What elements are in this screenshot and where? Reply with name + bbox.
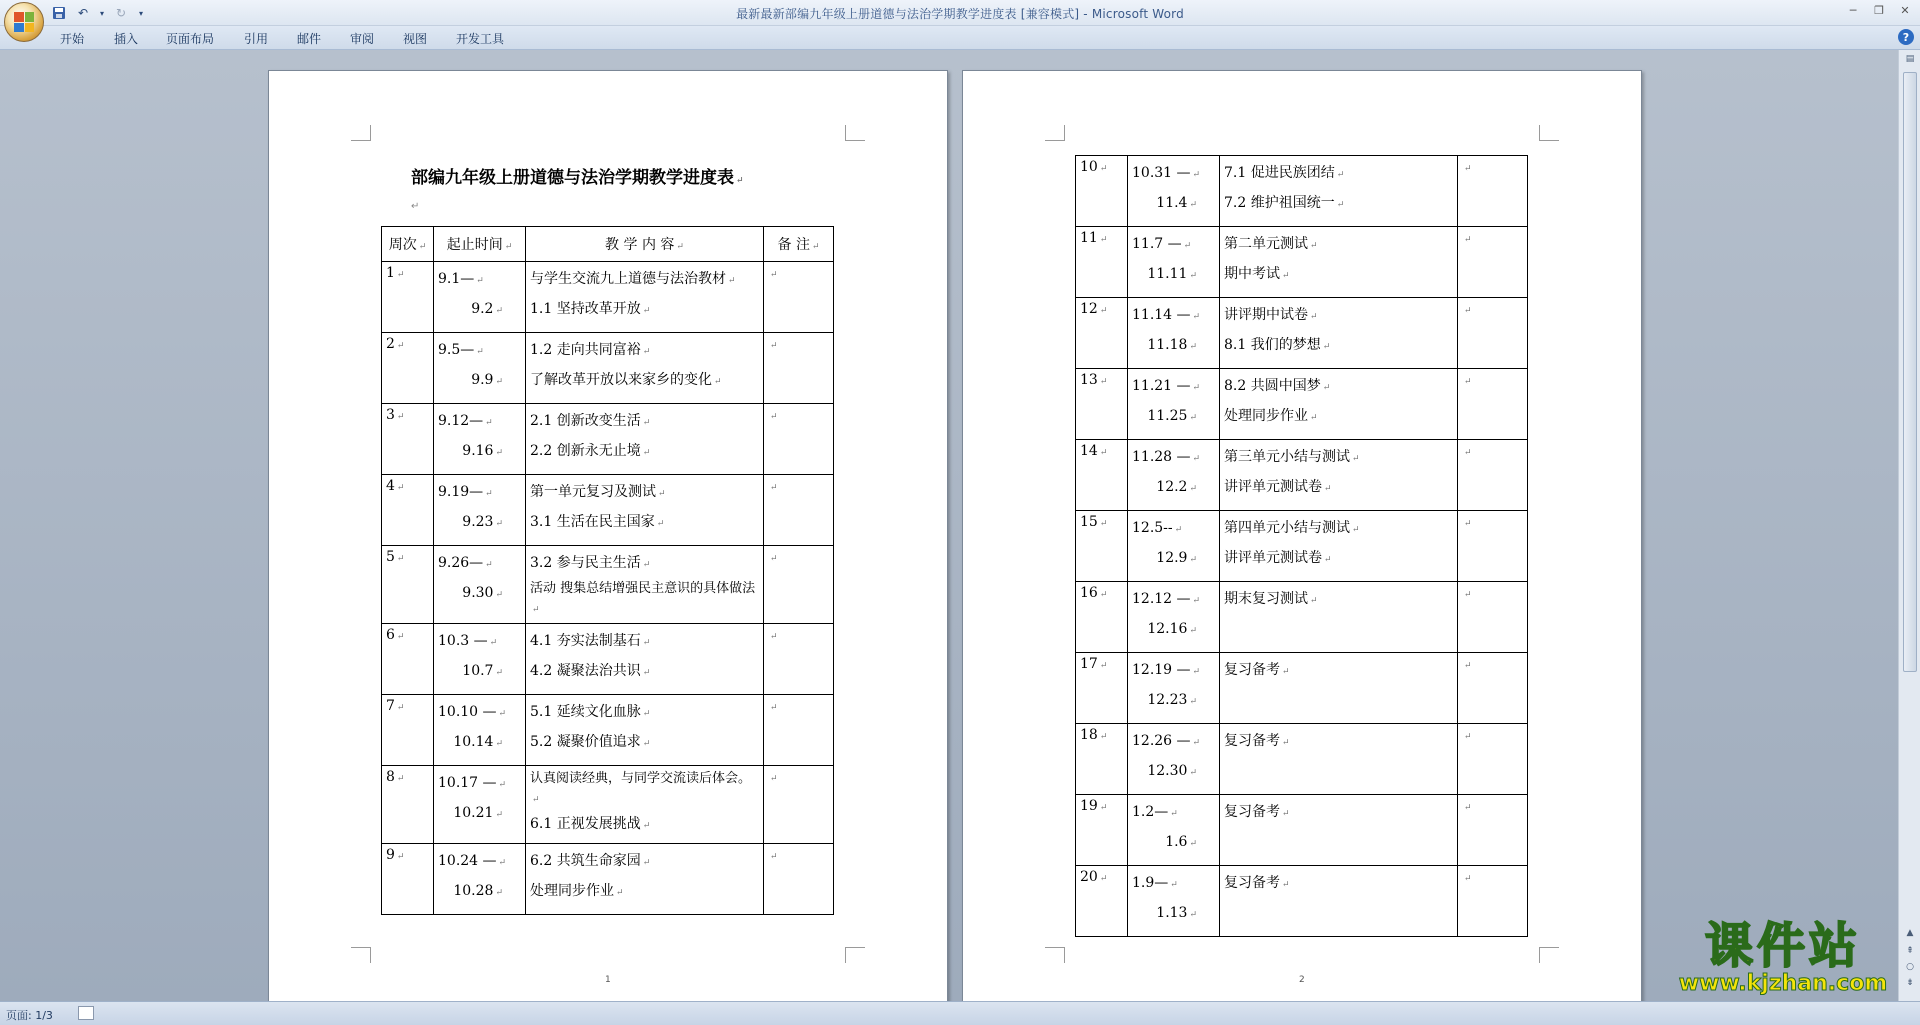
table-row: [382, 404, 834, 475]
start-date: 10.31 —: [1132, 165, 1191, 181]
week-cell: 11 ↵: [1076, 227, 1128, 298]
content-cell: 复习备考 ↵: [1220, 795, 1458, 866]
start-date: 12.12 —: [1132, 591, 1191, 607]
content-cell: 1.2 走向共同富裕 ↵ 了解改革开放以来家乡的变化 ↵: [526, 333, 764, 404]
week-cell: 3 ↵: [382, 404, 434, 475]
content-line: 4.2 凝聚法治共识: [530, 663, 641, 679]
week-cell: 10 ↵: [1076, 156, 1128, 227]
tab-references[interactable]: 引用: [244, 32, 269, 46]
table-row: [1076, 440, 1528, 511]
help-icon[interactable]: ?: [1898, 29, 1914, 45]
notes-cell: ↵: [1458, 298, 1528, 369]
week-number: 18: [1080, 727, 1098, 743]
title-bar: [0, 0, 1920, 26]
end-date: 10.28: [453, 883, 494, 899]
content-cell: 7.1 促进民族团结 ↵ 7.2 维护祖国统一 ↵: [1220, 156, 1458, 227]
date-cell: 9.26— ↵ 9.30 ↵: [434, 546, 526, 624]
close-icon[interactable]: ✕: [1900, 3, 1910, 17]
content-line: 复习备考: [1224, 662, 1280, 678]
week-number: 8: [386, 769, 395, 785]
content-cell: 2.1 创新改变生活 ↵ 2.2 创新永无止境 ↵: [526, 404, 764, 475]
week-number: 9: [386, 847, 395, 863]
week-number: 12: [1080, 301, 1098, 317]
week-number: 5: [386, 549, 395, 565]
content-line: 3.2 参与民主生活: [530, 555, 641, 571]
office-logo-icon: [14, 12, 34, 32]
content-line: 第四单元小结与测试: [1224, 520, 1350, 536]
table-row: [1076, 795, 1528, 866]
notes-cell: ↵: [1458, 653, 1528, 724]
content-line: 8.1 我们的梦想: [1224, 337, 1321, 353]
week-number: 17: [1080, 656, 1098, 672]
content-line: 6.1 正视发展挑战: [530, 816, 641, 832]
start-date: 12.5--: [1132, 520, 1173, 536]
date-cell: 12.19 — ↵ 12.23 ↵: [1128, 653, 1220, 724]
crop-mark: [845, 125, 865, 141]
crop-mark: [1539, 947, 1559, 963]
paragraph-mark: ↵: [411, 201, 420, 212]
content-cell: 讲评期中试卷 ↵ 8.1 我们的梦想 ↵: [1220, 298, 1458, 369]
document-title: 部编九年级上册道德与法治学期教学进度表 ↵: [411, 168, 744, 188]
content-line: 8.2 共圆中国梦: [1224, 378, 1321, 394]
undo-icon[interactable]: ↶: [77, 6, 89, 20]
content-cell: 4.1 夯实法制基石 ↵ 4.2 凝聚法治共识 ↵: [526, 624, 764, 695]
table-row: [382, 262, 834, 333]
end-date: 11.25: [1147, 408, 1188, 424]
crop-mark: [845, 947, 865, 963]
table-header-row: [382, 227, 834, 262]
week-number: 4: [386, 478, 395, 494]
table-row: [1076, 866, 1528, 937]
table-row: [382, 475, 834, 546]
date-cell: 10.31 — ↵ 11.4 ↵: [1128, 156, 1220, 227]
content-line: 2.2 创新永无止境: [530, 443, 641, 459]
week-number: 11: [1080, 230, 1098, 246]
crop-mark: [1045, 947, 1065, 963]
window-controls: [1842, 2, 1916, 18]
tab-mailings[interactable]: 邮件: [297, 32, 322, 46]
date-cell: 11.7 — ↵ 11.11 ↵: [1128, 227, 1220, 298]
content-line: 1.2 走向共同富裕: [530, 342, 641, 358]
date-cell: 1.9— ↵ 1.13 ↵: [1128, 866, 1220, 937]
notes-cell: ↵: [764, 333, 834, 404]
prev-page-icon[interactable]: ⇞: [1906, 946, 1914, 956]
restore-icon[interactable]: ❐: [1874, 3, 1884, 17]
notes-cell: ↵: [764, 546, 834, 624]
notes-cell: ↵: [764, 766, 834, 844]
crop-mark: [1539, 125, 1559, 141]
page-number: 1: [605, 975, 611, 985]
content-line: 复习备考: [1224, 733, 1280, 749]
week-number: 16: [1080, 585, 1098, 601]
content-cell: 复习备考 ↵: [1220, 866, 1458, 937]
date-cell: 10.17 — ↵ 10.21 ↵: [434, 766, 526, 844]
date-cell: 10.24 — ↵ 10.28 ↵: [434, 844, 526, 915]
table-row: [1076, 511, 1528, 582]
week-number: 1: [386, 265, 395, 281]
content-line: 复习备考: [1224, 804, 1280, 820]
scroll-up-icon[interactable]: ▲: [1906, 928, 1914, 938]
table-row: [1076, 227, 1528, 298]
window-title: 最新最新部编九年级上册道德与法治学期教学进度表 [兼容模式] - Microsoft Word: [736, 7, 1184, 21]
end-date: 11.11: [1147, 266, 1188, 282]
table-row: [1076, 369, 1528, 440]
week-number: 2: [386, 336, 395, 352]
undo-dropdown-icon[interactable]: ▾: [99, 8, 104, 18]
content-cell: 复习备考 ↵: [1220, 653, 1458, 724]
content-cell: 3.2 参与民主生活 ↵ 活动 搜集总结增强民主意识的具体做法↵: [526, 546, 764, 624]
notes-cell: ↵: [1458, 440, 1528, 511]
end-date: 12.30: [1147, 763, 1188, 779]
header-dates: 起止时间 ↵: [434, 227, 526, 262]
week-number: 19: [1080, 798, 1098, 814]
content-line: 1.1 坚持改革开放: [530, 301, 641, 317]
vertical-scrollbar[interactable]: [1898, 50, 1920, 1001]
end-date: 9.9: [471, 372, 494, 388]
scrollbar-thumb[interactable]: [1903, 72, 1917, 672]
week-number: 3: [386, 407, 395, 423]
week-cell: 18 ↵: [1076, 724, 1128, 795]
start-date: 11.28 —: [1132, 449, 1191, 465]
content-cell: 6.2 共筑生命家园 ↵ 处理同步作业 ↵: [526, 844, 764, 915]
content-line: 7.1 促进民族团结: [1224, 165, 1335, 181]
schedule-table-page-1: [381, 226, 834, 915]
content-line: 第二单元测试: [1224, 236, 1308, 252]
start-date: 10.17 —: [438, 775, 497, 791]
content-cell: 第一单元复习及测试 ↵ 3.1 生活在民主国家 ↵: [526, 475, 764, 546]
notes-cell: ↵: [1458, 369, 1528, 440]
page-number: 2: [1299, 975, 1305, 985]
header-notes: 备 注 ↵: [764, 227, 834, 262]
end-date: 10.14: [453, 734, 494, 750]
date-cell: 9.1— ↵ 9.2 ↵: [434, 262, 526, 333]
week-number: 14: [1080, 443, 1098, 459]
start-date: 11.7 —: [1132, 236, 1182, 252]
tab-insert[interactable]: 插入: [114, 32, 139, 46]
next-page-icon[interactable]: ⇟: [1906, 978, 1914, 988]
content-line: 第一单元复习及测试: [530, 484, 656, 500]
week-cell: 2 ↵: [382, 333, 434, 404]
end-date: 12.2: [1156, 479, 1188, 495]
redo-icon[interactable]: ↻: [115, 6, 127, 20]
content-line: 复习备考: [1224, 875, 1280, 891]
ruler-toggle-icon[interactable]: ▤: [1905, 54, 1915, 64]
content-line: 期中考试: [1224, 266, 1280, 282]
content-cell: 8.2 共圆中国梦 ↵ 处理同步作业 ↵: [1220, 369, 1458, 440]
date-cell: 10.3 — ↵ 10.7 ↵: [434, 624, 526, 695]
date-cell: 12.12 — ↵ 12.16 ↵: [1128, 582, 1220, 653]
week-cell: 8 ↵: [382, 766, 434, 844]
tab-page-layout[interactable]: 页面布局: [166, 32, 215, 46]
notes-cell: ↵: [1458, 511, 1528, 582]
content-cell: 第四单元小结与测试 ↵ 讲评单元测试卷 ↵: [1220, 511, 1458, 582]
end-date: 11.4: [1156, 195, 1188, 211]
week-number: 13: [1080, 372, 1098, 388]
content-line: 处理同步作业: [1224, 408, 1308, 424]
content-line: 活动 搜集总结增强民主意识的具体做法: [530, 581, 756, 596]
content-line: 第三单元小结与测试: [1224, 449, 1350, 465]
table-row: [382, 333, 834, 404]
end-date: 9.23: [462, 514, 494, 530]
content-line: 3.1 生活在民主国家: [530, 514, 655, 530]
table-row: [1076, 653, 1528, 724]
watermark-logo: [1668, 920, 1898, 1000]
end-date: 9.30: [462, 585, 494, 601]
content-line: 2.1 创新改变生活: [530, 413, 641, 429]
content-cell: 与学生交流九上道德与法治教材 ↵ 1.1 坚持改革开放 ↵: [526, 262, 764, 333]
content-cell: 第二单元测试 ↵ 期中考试 ↵: [1220, 227, 1458, 298]
date-cell: 9.19— ↵ 9.23 ↵: [434, 475, 526, 546]
content-line: 5.2 凝聚价值追求: [530, 734, 641, 750]
start-date: 9.26—: [438, 555, 484, 571]
start-date: 9.19—: [438, 484, 484, 500]
crop-mark: [351, 125, 371, 141]
notes-cell: ↵: [1458, 156, 1528, 227]
start-date: 1.9—: [1132, 875, 1169, 891]
table-row: [1076, 582, 1528, 653]
content-line: 认真阅读经典，与同学交流读后体会。: [530, 771, 752, 786]
content-line: 4.1 夯实法制基石: [530, 633, 641, 649]
end-date: 1.13: [1156, 905, 1188, 921]
notes-cell: ↵: [1458, 582, 1528, 653]
header-week: 周次 ↵: [382, 227, 434, 262]
week-cell: 7 ↵: [382, 695, 434, 766]
week-cell: 13 ↵: [1076, 369, 1128, 440]
status-bar: [0, 1001, 1920, 1025]
tab-developer[interactable]: 开发工具: [456, 32, 505, 46]
start-date: 11.21 —: [1132, 378, 1191, 394]
date-cell: 12.5-- ↵ 12.9 ↵: [1128, 511, 1220, 582]
header-content: 教 学 内 容 ↵: [526, 227, 764, 262]
content-line: 讲评期中试卷: [1224, 307, 1308, 323]
end-date: 9.2: [471, 301, 494, 317]
date-cell: 9.12— ↵ 9.16 ↵: [434, 404, 526, 475]
tab-home[interactable]: 开始: [60, 32, 85, 46]
office-button[interactable]: [4, 2, 44, 42]
table-row: [1076, 298, 1528, 369]
week-cell: 19 ↵: [1076, 795, 1128, 866]
start-date: 1.2—: [1132, 804, 1169, 820]
table-row: [382, 844, 834, 915]
start-date: 9.12—: [438, 413, 484, 429]
content-line: 处理同步作业: [530, 883, 614, 899]
week-number: 6: [386, 627, 395, 643]
date-cell: 12.26 — ↵ 12.30 ↵: [1128, 724, 1220, 795]
week-cell: 16 ↵: [1076, 582, 1128, 653]
tab-view[interactable]: 视图: [403, 32, 428, 46]
week-cell: 15 ↵: [1076, 511, 1128, 582]
content-cell: 5.1 延续文化血脉 ↵ 5.2 凝聚价值追求 ↵: [526, 695, 764, 766]
notes-cell: ↵: [1458, 724, 1528, 795]
crop-mark: [351, 947, 371, 963]
table-row: [382, 546, 834, 624]
week-number: 10: [1080, 159, 1098, 175]
notes-cell: ↵: [764, 262, 834, 333]
notes-cell: ↵: [764, 624, 834, 695]
ribbon-tabs: [0, 26, 1920, 50]
content-cell: 复习备考 ↵: [1220, 724, 1458, 795]
end-date: 10.21: [453, 805, 494, 821]
watermark-brand: 课件站: [1704, 918, 1861, 974]
proofing-status-icon[interactable]: [78, 1006, 94, 1020]
content-line: 5.1 延续文化血脉: [530, 704, 641, 720]
table-row: [1076, 724, 1528, 795]
date-cell: 11.21 — ↵ 11.25 ↵: [1128, 369, 1220, 440]
start-date: 12.26 —: [1132, 733, 1191, 749]
start-date: 11.14 —: [1132, 307, 1191, 323]
page-indicator[interactable]: 页面: 1/3: [6, 1009, 53, 1022]
start-date: 9.5—: [438, 342, 475, 358]
week-number: 20: [1080, 869, 1098, 885]
crop-mark: [1045, 125, 1065, 141]
start-date: 10.10 —: [438, 704, 497, 720]
date-cell: 9.5— ↵ 9.9 ↵: [434, 333, 526, 404]
content-line: 与学生交流九上道德与法治教材: [530, 271, 726, 287]
watermark-url: www.kjzhan.com: [1678, 971, 1888, 996]
start-date: 10.3 —: [438, 633, 488, 649]
end-date: 10.7: [462, 663, 494, 679]
tab-review[interactable]: 审阅: [350, 32, 375, 46]
content-line: 讲评单元测试卷: [1224, 479, 1322, 495]
end-date: 12.16: [1147, 621, 1188, 637]
end-date: 9.16: [462, 443, 494, 459]
date-cell: 1.2— ↵ 1.6 ↵: [1128, 795, 1220, 866]
minimize-icon[interactable]: ─: [1849, 3, 1857, 17]
end-date: 12.9: [1156, 550, 1188, 566]
end-date: 1.6: [1165, 834, 1188, 850]
week-number: 7: [386, 698, 395, 714]
end-date: 11.18: [1147, 337, 1188, 353]
content-cell: 认真阅读经典，与同学交流读后体会。↵ 6.1 正视发展挑战 ↵: [526, 766, 764, 844]
content-line: 7.2 维护祖国统一: [1224, 195, 1335, 211]
week-cell: 1 ↵: [382, 262, 434, 333]
week-cell: 12 ↵: [1076, 298, 1128, 369]
date-cell: 11.28 — ↵ 12.2 ↵: [1128, 440, 1220, 511]
notes-cell: ↵: [764, 844, 834, 915]
content-cell: 期末复习测试 ↵: [1220, 582, 1458, 653]
content-line: 讲评单元测试卷: [1224, 550, 1322, 566]
week-cell: 4 ↵: [382, 475, 434, 546]
week-number: 15: [1080, 514, 1098, 530]
notes-cell: ↵: [764, 695, 834, 766]
content-line: 期末复习测试: [1224, 591, 1308, 607]
table-row: [382, 695, 834, 766]
date-cell: 11.14 — ↵ 11.18 ↵: [1128, 298, 1220, 369]
content-cell: 第三单元小结与测试 ↵ 讲评单元测试卷 ↵: [1220, 440, 1458, 511]
page-2: [962, 70, 1642, 1001]
notes-cell: ↵: [1458, 795, 1528, 866]
date-cell: 10.10 — ↵ 10.14 ↵: [434, 695, 526, 766]
schedule-table-page-2: [1075, 155, 1528, 937]
browse-object-icon[interactable]: ○: [1906, 962, 1914, 972]
table-row: [1076, 156, 1528, 227]
week-cell: 6 ↵: [382, 624, 434, 695]
content-line: 6.2 共筑生命家园: [530, 853, 641, 869]
week-cell: 14 ↵: [1076, 440, 1128, 511]
notes-cell: ↵: [764, 475, 834, 546]
end-date: 12.23: [1147, 692, 1188, 708]
start-date: 12.19 —: [1132, 662, 1191, 678]
page-1: [268, 70, 948, 1001]
notes-cell: ↵: [1458, 866, 1528, 937]
start-date: 10.24 —: [438, 853, 497, 869]
week-cell: 9 ↵: [382, 844, 434, 915]
customize-toolbar-icon[interactable]: ▾: [138, 8, 143, 18]
week-cell: 5 ↵: [382, 546, 434, 624]
table-row: [382, 624, 834, 695]
content-line: 了解改革开放以来家乡的变化: [530, 372, 712, 388]
start-date: 9.1—: [438, 271, 475, 287]
week-cell: 20 ↵: [1076, 866, 1128, 937]
notes-cell: ↵: [1458, 227, 1528, 298]
table-row: [382, 766, 834, 844]
document-area: [0, 50, 1898, 1001]
notes-cell: ↵: [764, 404, 834, 475]
week-cell: 17 ↵: [1076, 653, 1128, 724]
